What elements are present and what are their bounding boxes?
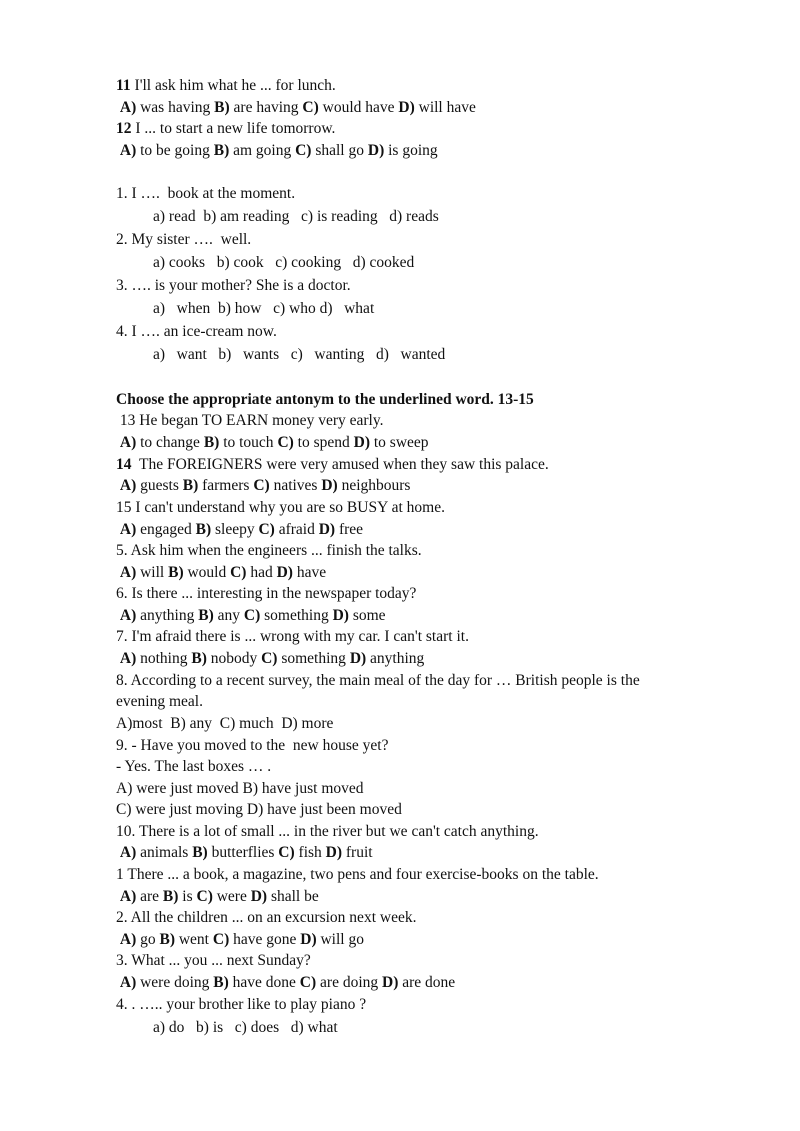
text-run: shall go <box>311 142 368 159</box>
bold-text: C) <box>277 434 294 451</box>
text-run: is <box>178 888 197 905</box>
bold-text: C) <box>295 142 312 159</box>
text-line <box>153 299 374 319</box>
text-line <box>116 649 424 669</box>
text-run: A) were just moved B) have just moved <box>116 780 364 797</box>
bold-text: A) <box>119 888 137 905</box>
bold-text: D) <box>382 974 399 991</box>
bold-text: A) <box>119 607 137 624</box>
text-line <box>153 345 445 365</box>
bold-text: B) <box>191 650 207 667</box>
text-run: afraid <box>274 521 319 538</box>
text-line <box>116 843 373 863</box>
text-run: 2. All the children ... on an excursion next week. <box>116 909 417 926</box>
text-run: anything <box>136 607 199 624</box>
text-run: are <box>136 888 163 905</box>
text-run: butterflies <box>207 844 279 861</box>
text-line <box>116 822 539 842</box>
text-line <box>153 1018 338 1038</box>
text-line <box>116 141 438 161</box>
text-run: 13 He began TO EARN money very early. <box>116 412 384 429</box>
text-line <box>116 779 364 799</box>
text-line <box>116 887 319 907</box>
text-run: was having <box>136 99 215 116</box>
text-run: went <box>174 931 213 948</box>
bold-text: C) <box>258 521 275 538</box>
text-run: will have <box>414 99 476 116</box>
bold-text: A) <box>119 844 137 861</box>
text-run: some <box>348 607 386 624</box>
bold-text: A) <box>119 564 137 581</box>
bold-text: D) <box>332 607 349 624</box>
bold-text: B) <box>198 607 214 624</box>
text-line <box>116 433 429 453</box>
text-run: a) cooks b) cook c) cooking d) cooked <box>153 254 415 271</box>
text-run: will go <box>316 931 364 948</box>
bold-text: A) <box>119 477 137 494</box>
text-line <box>116 627 469 647</box>
text-run: 6. Is there ... interesting in the newspaper today? <box>116 585 417 602</box>
text-run: 4. I …. an ice-cream now. <box>116 323 277 340</box>
text-line <box>116 476 410 496</box>
bold-text: 14 <box>116 456 132 473</box>
text-line <box>116 908 416 928</box>
text-run: 9. - Have you moved to the new house yet? <box>116 737 389 754</box>
bold-text: C) <box>261 650 278 667</box>
bold-text: C) <box>299 974 317 991</box>
text-run: have gone <box>229 931 301 948</box>
bold-text: D) <box>349 650 367 667</box>
text-line <box>116 119 335 139</box>
text-run: something <box>277 650 350 667</box>
text-run: 3. What ... you ... next Sunday? <box>116 952 311 969</box>
text-run: nothing <box>136 650 192 667</box>
text-run: would <box>183 564 231 581</box>
text-run: had <box>246 564 277 581</box>
text-run: animals <box>136 844 193 861</box>
bold-text: B) <box>168 564 184 581</box>
text-run: are doing <box>316 974 383 991</box>
text-run: 1 There ... a book, a magazine, two pens and four exercise-books on the table. <box>116 866 599 883</box>
text-run: something <box>260 607 333 624</box>
text-run: to sweep <box>370 434 429 451</box>
bold-text: 12 <box>116 120 132 137</box>
text-line <box>116 584 416 604</box>
text-run: any <box>213 607 244 624</box>
text-run: have <box>292 564 327 581</box>
text-line <box>116 98 476 118</box>
text-run: fruit <box>342 844 373 861</box>
text-line <box>116 390 534 410</box>
text-line <box>116 800 402 820</box>
text-line <box>116 498 445 518</box>
bold-text: A) <box>119 974 137 991</box>
text-line <box>116 230 251 250</box>
bold-text: C) <box>253 477 270 494</box>
text-run: to touch <box>219 434 278 451</box>
text-run: to be going <box>136 142 214 159</box>
bold-text: C) <box>196 888 213 905</box>
text-run: am going <box>229 142 296 159</box>
text-run: is going <box>384 142 438 159</box>
text-run: a) read b) am reading c) is reading d) reads <box>153 208 439 225</box>
text-line <box>116 520 363 540</box>
text-run: 10. There is a lot of small ... in the river but we can't catch anything. <box>116 823 539 840</box>
text-run: will <box>136 564 169 581</box>
text-run: natives <box>269 477 322 494</box>
text-line <box>116 455 549 475</box>
text-run: 7. I'm afraid there is ... wrong with my car. I can't start it. <box>116 628 469 645</box>
bold-text: C) <box>212 931 230 948</box>
text-run: a) want b) wants c) wanting d) wanted <box>153 346 446 363</box>
text-run: a) when b) how c) who d) what <box>153 300 375 317</box>
bold-text: Choose the appropriate antonym to the underlined word. 13-15 <box>116 391 534 408</box>
text-line <box>116 322 277 342</box>
text-run: are having <box>229 99 303 116</box>
text-line <box>116 184 295 204</box>
text-line <box>116 951 311 971</box>
bold-text: D) <box>250 888 268 905</box>
bold-text: B) <box>192 844 208 861</box>
text-run: 3. …. is your mother? She is a doctor. <box>116 277 351 294</box>
bold-text: B) <box>159 931 175 948</box>
bold-text: D) <box>276 564 293 581</box>
text-run: 1. I …. book at the moment. <box>116 185 296 202</box>
text-run: 5. Ask him when the engineers ... finish the talks. <box>116 542 422 559</box>
text-line <box>116 541 422 561</box>
text-line <box>153 207 439 227</box>
text-run: evening meal. <box>116 693 203 710</box>
text-run: fish <box>294 844 326 861</box>
bold-text: B) <box>214 99 230 116</box>
bold-text: D) <box>353 434 370 451</box>
text-run: shall be <box>267 888 319 905</box>
bold-text: D) <box>321 477 338 494</box>
text-line <box>116 865 599 885</box>
bold-text: A) <box>119 99 137 116</box>
text-run: would have <box>318 99 399 116</box>
text-run: 8. According to a recent survey, the main meal of the day for … British people is the <box>116 672 640 689</box>
text-run: have done <box>228 974 300 991</box>
bold-text: A) <box>119 931 137 948</box>
text-run: to change <box>136 434 204 451</box>
text-run: I'll ask him what he ... for lunch. <box>130 77 336 94</box>
bold-text: B) <box>213 142 230 159</box>
bold-text: D) <box>367 142 385 159</box>
text-line <box>116 757 271 777</box>
bold-text: B) <box>182 477 199 494</box>
text-run: nobody <box>206 650 262 667</box>
text-run: 15 I can't understand why you are so BUSY at home. <box>116 499 445 516</box>
text-line <box>116 692 203 712</box>
text-line <box>116 276 351 296</box>
text-run: I ... to start a new life tomorrow. <box>131 120 336 137</box>
text-run: anything <box>366 650 425 667</box>
text-run: guests <box>136 477 183 494</box>
text-run: C) were just moving D) have just been moved <box>116 801 402 818</box>
text-run: farmers <box>198 477 254 494</box>
bold-text: D) <box>398 99 415 116</box>
text-line <box>116 76 336 96</box>
text-line <box>116 411 383 431</box>
text-run: sleepy <box>211 521 259 538</box>
text-line <box>116 714 333 734</box>
bold-text: B) <box>203 434 220 451</box>
text-line <box>116 736 388 756</box>
text-run: 2. My sister …. well. <box>116 231 252 248</box>
text-run: are done <box>398 974 456 991</box>
bold-text: C) <box>243 607 261 624</box>
bold-text: B) <box>195 521 212 538</box>
bold-text: 11 <box>116 77 131 94</box>
bold-text: C) <box>230 564 247 581</box>
text-line <box>116 606 386 626</box>
text-run: were doing <box>136 974 214 991</box>
text-run: to spend <box>293 434 354 451</box>
text-run: - Yes. The last boxes … . <box>116 758 272 775</box>
text-line <box>116 995 366 1015</box>
text-run: The FOREIGNERS were very amused when they saw this palace. <box>131 456 549 473</box>
bold-text: D) <box>300 931 317 948</box>
text-run: were <box>212 888 251 905</box>
text-line <box>116 671 640 691</box>
text-run: go <box>136 931 160 948</box>
text-line <box>116 930 364 950</box>
text-run: A)most B) any C) much D) more <box>116 715 334 732</box>
text-line <box>116 973 455 993</box>
bold-text: D) <box>325 844 343 861</box>
bold-text: C) <box>302 99 319 116</box>
text-run: free <box>335 521 364 538</box>
bold-text: A) <box>119 650 137 667</box>
text-run: 4. . ….. your brother like to play piano ? <box>116 996 367 1013</box>
text-line <box>116 563 326 583</box>
bold-text: A) <box>119 142 137 159</box>
bold-text: B) <box>162 888 179 905</box>
text-run: engaged <box>136 521 196 538</box>
bold-text: D) <box>318 521 336 538</box>
bold-text: A) <box>119 521 137 538</box>
text-line <box>153 253 414 273</box>
bold-text: B) <box>213 974 229 991</box>
text-run: a) do b) is c) does d) what <box>153 1019 338 1036</box>
bold-text: C) <box>278 844 295 861</box>
text-run: neighbours <box>337 477 411 494</box>
bold-text: A) <box>119 434 137 451</box>
